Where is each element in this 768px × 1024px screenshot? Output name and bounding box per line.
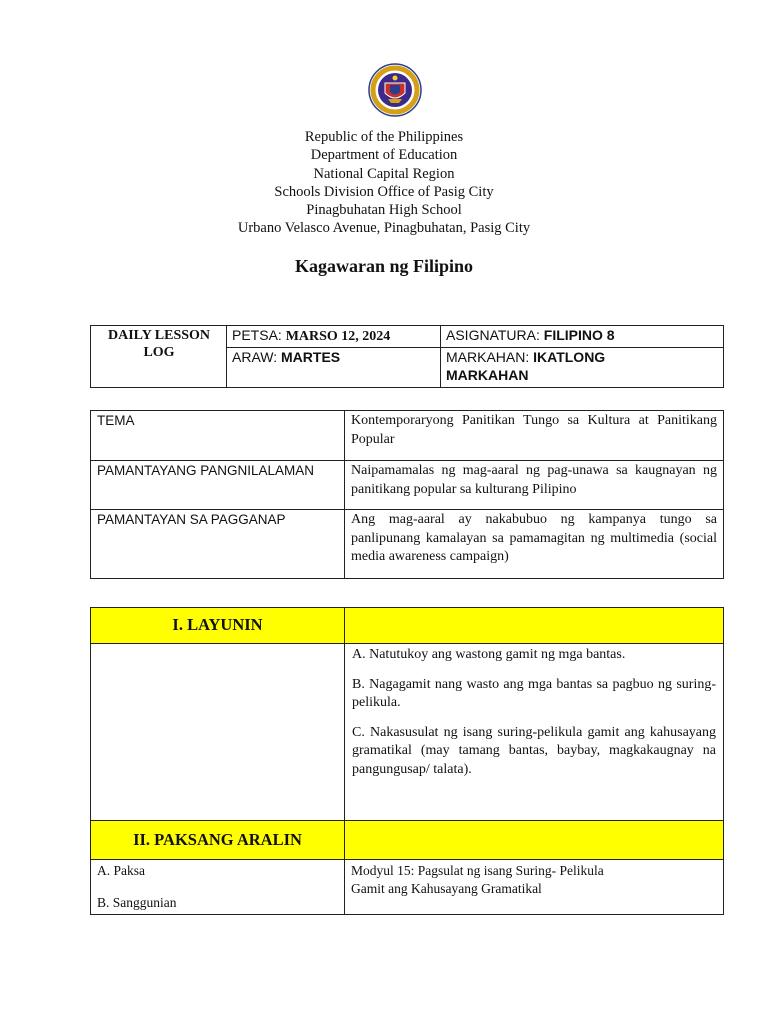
sanggunian-label: B. Sanggunian (97, 895, 177, 910)
paksa-value-cell (345, 860, 724, 915)
section-paksang-aralin-title: II. PAKSANG ARALIN (91, 821, 345, 860)
objective-item: A. Natutukoy ang wastong gamit ng mga bantas. (352, 647, 626, 662)
paksa-label: A. Paksa (97, 863, 145, 878)
markahan-value-1: IKATLONG (533, 349, 606, 365)
deped-seal-icon (368, 63, 422, 117)
petsa-value: MARSO 12, 2024 (285, 329, 391, 344)
header-line: Department of Education (310, 147, 458, 164)
araw-value: MARTES (281, 349, 341, 365)
objectives-cell (345, 644, 724, 821)
dll-cell (91, 326, 227, 388)
paksa-value-line2: Gamit ang Kahusayang Gramatikal (351, 881, 542, 896)
objective-item: C. Nakasusulat ng isang suring-pelikula gamit ang kahusayang gramatikal (may tamang bantas, baybay, magkakaugnay na pangungusap/ talata). (352, 724, 716, 777)
paksa-labels-cell (91, 860, 345, 915)
asignatura-cell (441, 326, 724, 348)
pamantayang-pangnilalaman-label: PAMANTAYANG PANGNILALAMAN (91, 461, 345, 510)
markahan-value-2: MARKAHAN (446, 367, 529, 383)
markahan-label: MARKAHAN: (446, 349, 534, 365)
header-line: National Capital Region (313, 165, 455, 182)
tema-label: TEMA (91, 411, 345, 461)
asignatura-value: FILIPINO 8 (543, 327, 615, 343)
header-line: Pinagbuhatan High School (306, 202, 462, 219)
school-header (0, 128, 768, 238)
araw-cell (227, 348, 441, 388)
asignatura-label: ASIGNATURA: (446, 327, 544, 343)
department-title: Kagawaran ng Filipino (294, 256, 474, 276)
lesson-table (90, 607, 724, 915)
objectives-label-cell (91, 644, 345, 821)
dll-title-line1: DAILY LESSON (107, 328, 211, 343)
tema-value: Kontemporaryong Panitikan Tungo sa Kultura at Panitikang Popular (345, 411, 724, 461)
lesson-info-table (90, 325, 724, 388)
section-layunin-blank (345, 608, 724, 644)
pamantayan-sa-pagganap-label: PAMANTAYAN SA PAGGANAP (91, 510, 345, 579)
header-line: Republic of the Philippines (304, 129, 464, 145)
paksa-value-line1: Modyul 15: Pagsulat ng isang Suring- Pelikula (351, 863, 604, 878)
pamantayan-sa-pagganap-value: Ang mag-aaral ay nakabubuo ng kampanya tungo sa panlipunang kamalayan sa pamamagitan ng multimedia (social media awareness campaign) (345, 510, 724, 579)
araw-label: ARAW: (232, 349, 282, 365)
dll-title-line2: LOG (143, 345, 175, 360)
petsa-label: PETSA: (232, 327, 286, 343)
standards-table (90, 410, 724, 579)
header-line: Urbano Velasco Avenue, Pinagbuhatan, Pasig City (237, 220, 531, 237)
header-line: Schools Division Office of Pasig City (274, 183, 494, 200)
section-paksang-aralin-blank (345, 821, 724, 860)
pamantayang-pangnilalaman-value: Naipamamalas ng mag-aaral ng pag-unawa sa kaugnayan ng panitikang popular sa kulturang Pilipino (345, 461, 724, 510)
petsa-cell (227, 326, 441, 348)
markahan-cell (441, 348, 724, 388)
section-layunin-title: I. LAYUNIN (91, 608, 345, 644)
objective-item: B. Nagagamit nang wasto ang mga bantas sa pagbuo ng suring-pelikula. (352, 676, 716, 710)
